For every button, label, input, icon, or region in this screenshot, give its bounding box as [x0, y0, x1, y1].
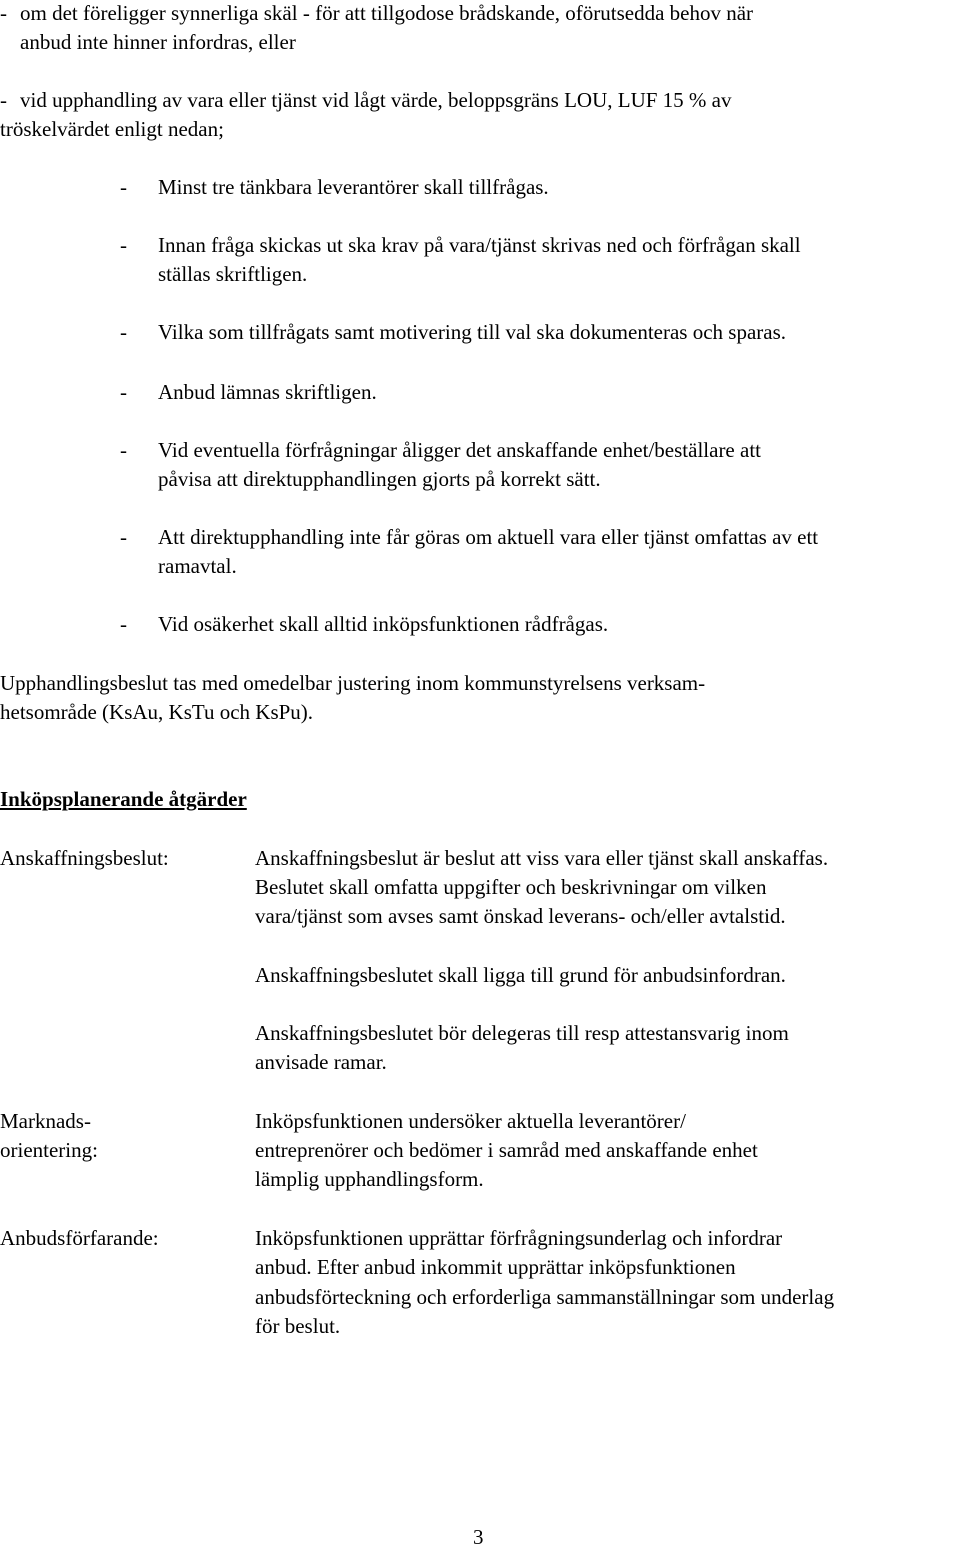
list-item-text: anbud inte hinner infordras, eller	[20, 30, 296, 54]
definition-text: för beslut.	[255, 1314, 341, 1338]
sub-list-item-text: Vid eventuella förfrågningar åligger det anskaffande enhet/beställare att	[158, 438, 761, 462]
sub-list-dash: -	[120, 380, 127, 404]
sub-list-item-text: Innan fråga skickas ut ska krav på vara/tjänst skrivas ned och förfrågan skall	[158, 233, 801, 257]
list-item-text: vid upphandling av vara eller tjänst vid lågt värde, beloppsgräns LOU, LUF 15 % av	[20, 88, 732, 112]
sub-list-item-text: Anbud lämnas skriftligen.	[158, 380, 377, 404]
sub-list-item-text: ramavtal.	[158, 554, 237, 578]
page-number: 3	[473, 1525, 484, 1549]
definition-text: anvisade ramar.	[255, 1050, 387, 1074]
definition-text: Anskaffningsbeslut är beslut att viss vara eller tjänst skall anskaffas.	[255, 846, 829, 870]
definition-text: Beslutet skall omfatta uppgifter och beskrivningar om vilken	[255, 875, 767, 899]
definition-text: Anskaffningsbeslutet skall ligga till grund för anbudsinfordran.	[255, 963, 786, 987]
sub-list-dash: -	[120, 525, 127, 549]
list-item-text: om det föreligger synnerliga skäl - för att tillgodose brådskande, oförutsedda behov när	[20, 1, 754, 25]
definition-label: orientering:	[0, 1138, 98, 1162]
sub-list-item-text: Att direktupphandling inte får göras om aktuell vara eller tjänst omfattas av ett	[158, 525, 819, 549]
definition-text: Inköpsfunktionen upprättar förfrågningsunderlag och infordrar	[255, 1226, 783, 1250]
sub-list-item-text: påvisa att direktupphandlingen gjorts på korrekt sätt.	[158, 467, 601, 491]
definition-label: Anskaffningsbeslut:	[0, 846, 169, 870]
list-dash: -	[0, 1, 7, 25]
sub-list-item-text: ställas skriftligen.	[158, 262, 308, 286]
sub-list-dash: -	[120, 612, 127, 636]
definition-text: Anskaffningsbeslutet bör delegeras till resp attestansvarig inom	[255, 1021, 789, 1045]
sub-list-item-text: Vid osäkerhet skall alltid inköpsfunktionen rådfrågas.	[158, 612, 609, 636]
list-dash: -	[0, 88, 7, 112]
definition-text: Inköpsfunktionen undersöker aktuella leverantörer/	[255, 1109, 686, 1133]
decision-paragraph-line: Upphandlingsbeslut tas med omedelbar justering inom kommunstyrelsens verksam-	[0, 671, 706, 695]
definition-text: anbudsförteckning och erforderliga sammanställningar som underlag	[255, 1285, 835, 1309]
sub-list-item-text: Minst tre tänkbara leverantörer skall tillfrågas.	[158, 175, 549, 199]
sub-list-dash: -	[120, 320, 127, 344]
sub-list-dash: -	[120, 438, 127, 462]
definition-label: Anbudsförfarande:	[0, 1226, 159, 1250]
definition-text: anbud. Efter anbud inkommit upprättar inköpsfunktionen	[255, 1255, 736, 1279]
definition-text: entreprenörer och bedömer i samråd med anskaffande enhet	[255, 1138, 758, 1162]
list-item-text: tröskelvärdet enligt nedan;	[0, 117, 224, 141]
definition-label: Marknads-	[0, 1109, 91, 1133]
sub-list-item-text: Vilka som tillfrågats samt motivering till val ska dokumenteras och sparas.	[158, 320, 787, 344]
sub-list-dash: -	[120, 175, 127, 199]
decision-paragraph-line: hetsområde (KsAu, KsTu och KsPu).	[0, 700, 314, 724]
definition-text: vara/tjänst som avses samt önskad leverans- och/eller avtalstid.	[255, 904, 786, 928]
section-heading: Inköpsplanerande åtgärder	[0, 787, 247, 811]
sub-list-dash: -	[120, 233, 127, 257]
definition-text: lämplig upphandlingsform.	[255, 1167, 484, 1191]
